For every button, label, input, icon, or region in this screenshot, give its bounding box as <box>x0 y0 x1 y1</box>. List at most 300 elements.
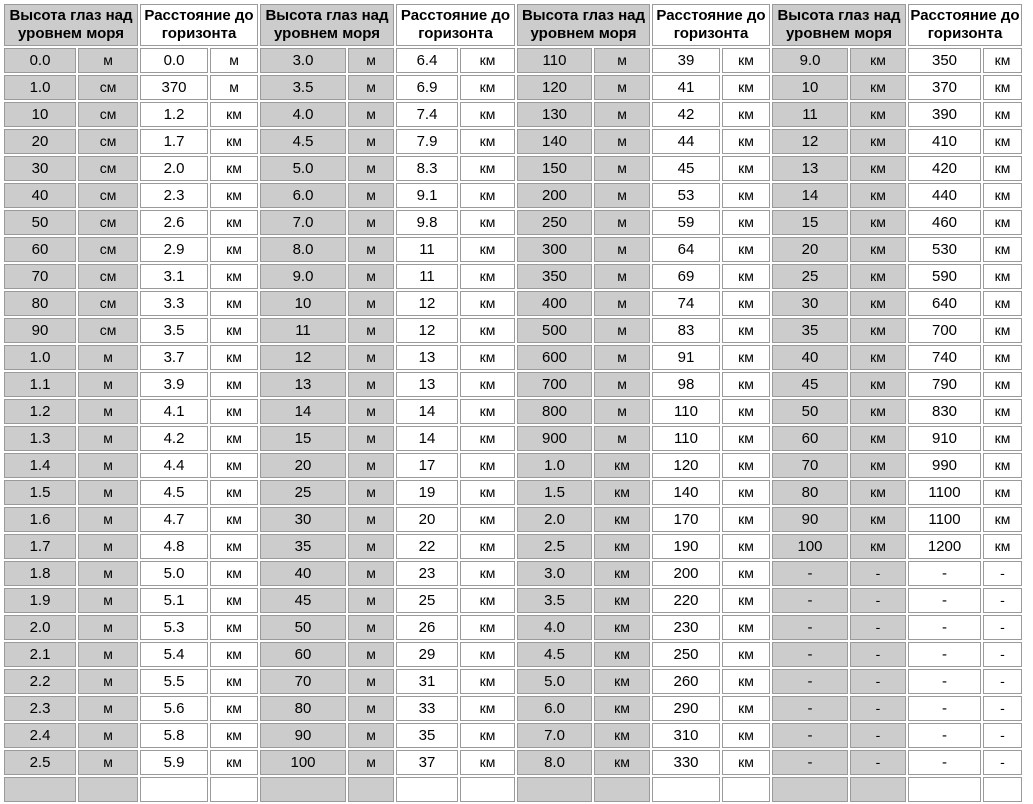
eye-height-unit-cell: м <box>78 642 138 667</box>
horizon-distance-value-cell: 830 <box>908 399 981 424</box>
eye-height-value-cell: - <box>772 561 848 586</box>
horizon-distance-unit-cell: км <box>210 102 258 127</box>
eye-height-unit-cell: - <box>850 669 906 694</box>
horizon-distance-value-cell: 3.5 <box>140 318 208 343</box>
eye-height-value-cell: 15 <box>772 210 848 235</box>
horizon-distance-unit-cell: - <box>983 588 1022 613</box>
horizon-distance-value-cell: 37 <box>396 750 458 775</box>
table-row <box>4 507 1022 532</box>
eye-height-unit-cell: м <box>594 399 650 424</box>
horizon-distance-unit-cell: км <box>460 696 515 721</box>
horizon-distance-value-cell: 370 <box>140 75 208 100</box>
eye-height-value-cell: 30 <box>260 507 346 532</box>
eye-height-value-cell: 80 <box>4 291 76 316</box>
eye-height-unit-cell: см <box>78 237 138 262</box>
horizon-distance-value-cell: 4.2 <box>140 426 208 451</box>
horizon-distance-value-cell: 98 <box>652 372 720 397</box>
horizon-distance-value-cell: 120 <box>652 453 720 478</box>
eye-height-value-cell: 1.0 <box>4 75 76 100</box>
eye-height-value-cell: 60 <box>260 642 346 667</box>
horizon-distance-value-cell: 53 <box>652 183 720 208</box>
horizon-distance-unit-cell: км <box>460 480 515 505</box>
eye-height-unit-cell: км <box>850 183 906 208</box>
horizon-distance-unit-cell: км <box>722 723 770 748</box>
horizon-distance-value-cell <box>908 777 981 802</box>
horizon-distance-unit-cell: км <box>210 129 258 154</box>
horizon-distance-unit-cell: км <box>210 453 258 478</box>
horizon-distance-unit-cell: км <box>210 561 258 586</box>
eye-height-unit-cell: км <box>594 750 650 775</box>
horizon-distance-value-cell: 33 <box>396 696 458 721</box>
horizon-distance-value-cell: 3.3 <box>140 291 208 316</box>
horizon-distance-unit-cell: км <box>983 345 1022 370</box>
horizon-distance-value-cell: 3.9 <box>140 372 208 397</box>
horizon-distance-value-cell: 12 <box>396 291 458 316</box>
horizon-distance-value-cell: 1200 <box>908 534 981 559</box>
eye-height-unit-cell: - <box>850 696 906 721</box>
eye-height-unit-cell: км <box>594 480 650 505</box>
horizon-distance-unit-cell: км <box>210 507 258 532</box>
eye-height-unit-cell: м <box>348 102 394 127</box>
horizon-distance-unit-cell: км <box>722 75 770 100</box>
eye-height-unit-cell: м <box>78 507 138 532</box>
eye-height-unit-cell: м <box>348 183 394 208</box>
eye-height-unit-cell: км <box>850 129 906 154</box>
eye-height-value-cell: 40 <box>4 183 76 208</box>
eye-height-unit-cell: м <box>348 507 394 532</box>
horizon-distance-unit-cell: км <box>983 48 1022 73</box>
eye-height-value-cell: 600 <box>517 345 592 370</box>
eye-height-unit-cell: м <box>78 561 138 586</box>
eye-height-unit-cell: м <box>348 615 394 640</box>
eye-height-unit-cell: км <box>850 210 906 235</box>
horizon-distance-unit-cell: км <box>460 453 515 478</box>
eye-height-value-cell: - <box>772 588 848 613</box>
eye-height-value-cell: 3.0 <box>260 48 346 73</box>
horizon-distance-unit-cell: км <box>722 480 770 505</box>
horizon-distance-value-cell: 42 <box>652 102 720 127</box>
horizon-distance-unit-cell: км <box>460 561 515 586</box>
eye-height-unit-cell: км <box>594 534 650 559</box>
eye-height-unit-cell: м <box>348 75 394 100</box>
horizon-distance-value-cell: 5.3 <box>140 615 208 640</box>
horizon-distance-unit-cell: км <box>722 318 770 343</box>
table-row <box>4 669 1022 694</box>
horizon-distance-value-cell: 29 <box>396 642 458 667</box>
horizon-distance-unit-cell: км <box>210 237 258 262</box>
horizon-distance-value-cell: 590 <box>908 264 981 289</box>
table-row <box>4 291 1022 316</box>
horizon-distance-unit-cell: км <box>460 156 515 181</box>
horizon-distance-unit-cell: км <box>722 183 770 208</box>
horizon-distance-value-cell: 59 <box>652 210 720 235</box>
eye-height-unit-cell <box>850 777 906 802</box>
horizon-distance-value-cell: 7.9 <box>396 129 458 154</box>
eye-height-value-cell: 13 <box>772 156 848 181</box>
eye-height-value-cell: 2.3 <box>4 696 76 721</box>
table-row <box>4 588 1022 613</box>
eye-height-unit-cell: м <box>348 372 394 397</box>
horizon-distance-value-cell: 4.1 <box>140 399 208 424</box>
header-horizon-distance-2: Расстояние до горизонта <box>396 4 515 46</box>
horizon-distance-value-cell: 5.8 <box>140 723 208 748</box>
horizon-distance-unit-cell: км <box>983 129 1022 154</box>
eye-height-unit-cell: м <box>594 183 650 208</box>
horizon-distance-value-cell: - <box>908 561 981 586</box>
table-row <box>4 777 1022 802</box>
horizon-distance-unit-cell: км <box>210 372 258 397</box>
eye-height-unit-cell: км <box>850 318 906 343</box>
horizon-distance-value-cell: 2.0 <box>140 156 208 181</box>
horizon-distance-unit-cell <box>210 777 258 802</box>
eye-height-value-cell: 400 <box>517 291 592 316</box>
eye-height-value-cell <box>517 777 592 802</box>
eye-height-value-cell: 20 <box>260 453 346 478</box>
horizon-distance-unit-cell: км <box>983 507 1022 532</box>
eye-height-unit-cell: м <box>78 399 138 424</box>
eye-height-value-cell: 60 <box>772 426 848 451</box>
eye-height-value-cell: 250 <box>517 210 592 235</box>
horizon-distance-value-cell: 1100 <box>908 480 981 505</box>
eye-height-unit-cell: м <box>78 750 138 775</box>
eye-height-value-cell: 1.7 <box>4 534 76 559</box>
eye-height-unit-cell: м <box>348 264 394 289</box>
eye-height-unit-cell: м <box>348 561 394 586</box>
eye-height-unit-cell: см <box>78 210 138 235</box>
horizon-distance-value-cell: 91 <box>652 345 720 370</box>
horizon-distance-unit-cell: км <box>210 696 258 721</box>
eye-height-unit-cell: м <box>78 48 138 73</box>
eye-height-value-cell: 12 <box>772 129 848 154</box>
horizon-distance-unit-cell: км <box>722 129 770 154</box>
table-row <box>4 696 1022 721</box>
horizon-distance-unit-cell: км <box>983 291 1022 316</box>
eye-height-value-cell: 25 <box>260 480 346 505</box>
horizon-distance-value-cell: 41 <box>652 75 720 100</box>
table-row <box>4 426 1022 451</box>
horizon-distance-value-cell: 4.8 <box>140 534 208 559</box>
eye-height-unit-cell: км <box>850 48 906 73</box>
eye-height-value-cell <box>772 777 848 802</box>
horizon-distance-value-cell: 9.8 <box>396 210 458 235</box>
eye-height-value-cell: - <box>772 669 848 694</box>
horizon-distance-unit-cell: км <box>722 399 770 424</box>
horizon-distance-unit-cell <box>722 777 770 802</box>
horizon-distance-unit-cell: км <box>460 237 515 262</box>
horizon-distance-value-cell: 64 <box>652 237 720 262</box>
horizon-distance-value-cell: 140 <box>652 480 720 505</box>
horizon-distance-unit-cell: км <box>983 156 1022 181</box>
horizon-distance-value-cell: 260 <box>652 669 720 694</box>
eye-height-unit-cell: м <box>78 480 138 505</box>
eye-height-unit-cell: - <box>850 750 906 775</box>
eye-height-unit-cell: м <box>78 723 138 748</box>
horizon-distance-value-cell: 310 <box>652 723 720 748</box>
horizon-distance-value-cell: 5.6 <box>140 696 208 721</box>
eye-height-unit-cell: - <box>850 588 906 613</box>
eye-height-value-cell: 30 <box>772 291 848 316</box>
horizon-distance-value-cell: 3.1 <box>140 264 208 289</box>
eye-height-value-cell: 2.0 <box>4 615 76 640</box>
horizon-distance-unit-cell: км <box>722 507 770 532</box>
eye-height-value-cell: 50 <box>4 210 76 235</box>
eye-height-value-cell: 1.2 <box>4 399 76 424</box>
horizon-distance-unit-cell: км <box>722 264 770 289</box>
table-row <box>4 480 1022 505</box>
table-row <box>4 534 1022 559</box>
horizon-distance-value-cell: 19 <box>396 480 458 505</box>
eye-height-value-cell: 45 <box>260 588 346 613</box>
eye-height-unit-cell: см <box>78 291 138 316</box>
horizon-distance-value-cell: 11 <box>396 237 458 262</box>
eye-height-value-cell: 25 <box>772 264 848 289</box>
table-row <box>4 399 1022 424</box>
eye-height-unit-cell: м <box>348 156 394 181</box>
horizon-distance-unit-cell: км <box>460 183 515 208</box>
eye-height-value-cell: 8.0 <box>260 237 346 262</box>
horizon-distance-unit-cell: км <box>983 453 1022 478</box>
eye-height-value-cell: 3.0 <box>517 561 592 586</box>
horizon-distance-unit-cell: км <box>983 318 1022 343</box>
eye-height-value-cell: 45 <box>772 372 848 397</box>
table-header-row <box>4 4 1022 46</box>
horizon-distance-value-cell: 8.3 <box>396 156 458 181</box>
eye-height-unit-cell: м <box>594 264 650 289</box>
horizon-distance-value-cell: 250 <box>652 642 720 667</box>
horizon-distance-value-cell: 200 <box>652 561 720 586</box>
horizon-distance-unit-cell: км <box>983 534 1022 559</box>
horizon-distance-value-cell: 31 <box>396 669 458 694</box>
horizon-distance-value-cell: 39 <box>652 48 720 73</box>
eye-height-unit-cell: м <box>348 750 394 775</box>
horizon-distance-unit-cell: км <box>460 264 515 289</box>
header-eye-height-1: Высота глаз над уровнем моря <box>4 4 138 46</box>
eye-height-value-cell: 1.8 <box>4 561 76 586</box>
horizon-distance-unit-cell: км <box>722 156 770 181</box>
eye-height-value-cell: 10 <box>260 291 346 316</box>
horizon-distance-unit-cell: км <box>983 210 1022 235</box>
horizon-distance-unit-cell: км <box>460 750 515 775</box>
eye-height-value-cell: 6.0 <box>260 183 346 208</box>
horizon-distance-unit-cell: км <box>460 669 515 694</box>
horizon-distance-unit-cell: км <box>460 426 515 451</box>
horizon-distance-value-cell: 390 <box>908 102 981 127</box>
table-row <box>4 642 1022 667</box>
eye-height-unit-cell: м <box>348 345 394 370</box>
horizon-distance-value-cell: 11 <box>396 264 458 289</box>
horizon-distance-value-cell: 25 <box>396 588 458 613</box>
eye-height-unit-cell: м <box>78 669 138 694</box>
horizon-distance-unit-cell: км <box>983 372 1022 397</box>
eye-height-value-cell: 2.5 <box>517 534 592 559</box>
eye-height-value-cell: 11 <box>772 102 848 127</box>
eye-height-value-cell <box>4 777 76 802</box>
eye-height-value-cell: 1.6 <box>4 507 76 532</box>
eye-height-value-cell: 200 <box>517 183 592 208</box>
eye-height-unit-cell: м <box>594 426 650 451</box>
horizon-distance-value-cell: 460 <box>908 210 981 235</box>
eye-height-value-cell: 6.0 <box>517 696 592 721</box>
eye-height-unit-cell: м <box>348 453 394 478</box>
horizon-distance-unit-cell: км <box>460 102 515 127</box>
eye-height-value-cell: 110 <box>517 48 592 73</box>
eye-height-value-cell: 10 <box>4 102 76 127</box>
horizon-distance-unit-cell: м <box>210 48 258 73</box>
eye-height-unit-cell: км <box>850 264 906 289</box>
horizon-distance-value-cell: 45 <box>652 156 720 181</box>
horizon-distance-value-cell: 2.9 <box>140 237 208 262</box>
eye-height-unit-cell: км <box>594 696 650 721</box>
eye-height-unit-cell: м <box>348 723 394 748</box>
eye-height-value-cell: 90 <box>260 723 346 748</box>
horizon-distance-value-cell: 530 <box>908 237 981 262</box>
horizon-distance-value-cell: 910 <box>908 426 981 451</box>
horizon-distance-unit-cell: км <box>460 588 515 613</box>
horizon-distance-unit-cell: км <box>983 264 1022 289</box>
eye-height-value-cell: 5.0 <box>517 669 592 694</box>
horizon-distance-value-cell: 23 <box>396 561 458 586</box>
horizon-distance-unit-cell <box>460 777 515 802</box>
horizon-distance-value-cell: 13 <box>396 372 458 397</box>
eye-height-unit-cell: м <box>594 318 650 343</box>
eye-height-unit-cell: м <box>348 534 394 559</box>
eye-height-unit-cell: м <box>348 669 394 694</box>
horizon-distance-value-cell: 5.5 <box>140 669 208 694</box>
horizon-distance-value-cell: 13 <box>396 345 458 370</box>
header-eye-height-4: Высота глаз над уровнем моря <box>772 4 906 46</box>
table-row <box>4 156 1022 181</box>
horizon-distance-unit-cell: км <box>722 291 770 316</box>
horizon-distance-value-cell: 230 <box>652 615 720 640</box>
eye-height-unit-cell: м <box>348 237 394 262</box>
horizon-distance-value-cell: 420 <box>908 156 981 181</box>
eye-height-unit-cell: м <box>348 696 394 721</box>
eye-height-value-cell: 50 <box>772 399 848 424</box>
eye-height-value-cell: 350 <box>517 264 592 289</box>
horizon-distance-unit-cell: км <box>983 399 1022 424</box>
header-horizon-distance-4: Расстояние до горизонта <box>908 4 1022 46</box>
eye-height-unit-cell: м <box>348 129 394 154</box>
horizon-distance-unit-cell: м <box>210 75 258 100</box>
horizon-distance-unit-cell: км <box>983 237 1022 262</box>
table-row <box>4 210 1022 235</box>
horizon-distance-value-cell: 83 <box>652 318 720 343</box>
horizon-distance-unit-cell: км <box>460 615 515 640</box>
eye-height-unit-cell: км <box>594 723 650 748</box>
horizon-distance-unit-cell: км <box>722 588 770 613</box>
horizon-distance-value-cell: 17 <box>396 453 458 478</box>
horizon-distance-value-cell: 220 <box>652 588 720 613</box>
horizon-distance-value-cell: 4.4 <box>140 453 208 478</box>
eye-height-unit-cell: м <box>594 102 650 127</box>
horizon-distance-table <box>2 2 1024 804</box>
table-row <box>4 75 1022 100</box>
horizon-distance-value-cell: 6.4 <box>396 48 458 73</box>
horizon-distance-value-cell: 26 <box>396 615 458 640</box>
horizon-distance-unit-cell: км <box>210 723 258 748</box>
horizon-distance-value-cell: 640 <box>908 291 981 316</box>
table-row <box>4 453 1022 478</box>
eye-height-unit-cell: м <box>78 615 138 640</box>
header-eye-height-2: Высота глаз над уровнем моря <box>260 4 394 46</box>
horizon-distance-value-cell: - <box>908 750 981 775</box>
eye-height-unit-cell: км <box>594 588 650 613</box>
horizon-distance-value-cell: - <box>908 642 981 667</box>
header-horizon-distance-3: Расстояние до горизонта <box>652 4 770 46</box>
eye-height-unit-cell: км <box>850 291 906 316</box>
header-eye-height-3: Высота глаз над уровнем моря <box>517 4 650 46</box>
eye-height-unit-cell: м <box>348 588 394 613</box>
eye-height-value-cell: 3.5 <box>260 75 346 100</box>
eye-height-unit-cell: км <box>594 669 650 694</box>
eye-height-value-cell: 3.5 <box>517 588 592 613</box>
eye-height-value-cell: 9.0 <box>260 264 346 289</box>
horizon-distance-unit-cell: км <box>460 291 515 316</box>
horizon-distance-unit-cell: км <box>983 75 1022 100</box>
horizon-distance-unit-cell: км <box>210 291 258 316</box>
eye-height-value-cell: 9.0 <box>772 48 848 73</box>
eye-height-unit-cell: км <box>850 345 906 370</box>
eye-height-unit-cell: м <box>78 588 138 613</box>
horizon-distance-unit-cell: км <box>722 237 770 262</box>
horizon-distance-unit-cell: - <box>983 669 1022 694</box>
horizon-distance-unit-cell: км <box>460 723 515 748</box>
horizon-distance-unit-cell: км <box>210 399 258 424</box>
eye-height-value-cell: 60 <box>4 237 76 262</box>
eye-height-unit-cell: см <box>78 264 138 289</box>
eye-height-unit-cell: м <box>594 291 650 316</box>
eye-height-value-cell: 140 <box>517 129 592 154</box>
horizon-distance-value-cell: 440 <box>908 183 981 208</box>
horizon-distance-unit-cell: км <box>460 399 515 424</box>
eye-height-unit-cell: м <box>348 399 394 424</box>
horizon-distance-value-cell: 700 <box>908 318 981 343</box>
table-row <box>4 561 1022 586</box>
horizon-distance-value-cell: 1.7 <box>140 129 208 154</box>
eye-height-unit-cell: м <box>594 48 650 73</box>
eye-height-value-cell: 90 <box>772 507 848 532</box>
eye-height-value-cell: 1.5 <box>4 480 76 505</box>
horizon-distance-unit-cell: - <box>983 723 1022 748</box>
eye-height-value-cell: 20 <box>772 237 848 262</box>
eye-height-unit-cell: м <box>594 345 650 370</box>
eye-height-unit-cell: м <box>594 372 650 397</box>
table-row <box>4 723 1022 748</box>
horizon-distance-value-cell: 170 <box>652 507 720 532</box>
eye-height-unit-cell: км <box>594 642 650 667</box>
eye-height-value-cell: 2.2 <box>4 669 76 694</box>
horizon-distance-value-cell: - <box>908 696 981 721</box>
eye-height-value-cell: 130 <box>517 102 592 127</box>
eye-height-unit-cell: см <box>78 183 138 208</box>
horizon-distance-value-cell <box>140 777 208 802</box>
eye-height-unit-cell <box>594 777 650 802</box>
eye-height-value-cell: 35 <box>260 534 346 559</box>
horizon-distance-unit-cell: км <box>722 102 770 127</box>
eye-height-value-cell: 15 <box>260 426 346 451</box>
horizon-distance-unit-cell: км <box>460 75 515 100</box>
table-row <box>4 102 1022 127</box>
eye-height-value-cell: 500 <box>517 318 592 343</box>
eye-height-value-cell: 20 <box>4 129 76 154</box>
eye-height-value-cell: 8.0 <box>517 750 592 775</box>
eye-height-unit-cell: м <box>78 534 138 559</box>
eye-height-value-cell: 2.0 <box>517 507 592 532</box>
eye-height-value-cell: - <box>772 750 848 775</box>
eye-height-value-cell: 2.4 <box>4 723 76 748</box>
horizon-distance-value-cell: 6.9 <box>396 75 458 100</box>
eye-height-unit-cell: км <box>850 372 906 397</box>
